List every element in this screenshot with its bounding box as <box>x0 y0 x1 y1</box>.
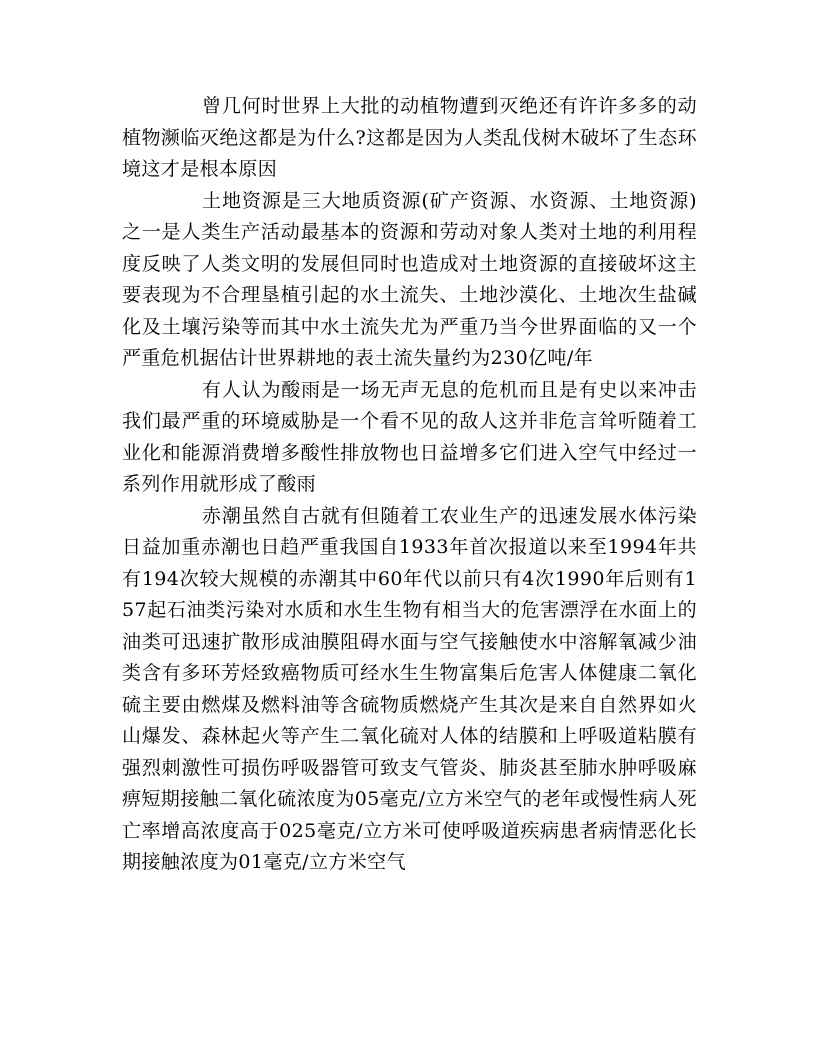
document-body <box>122 91 697 879</box>
paragraph-land-resources: 土地资源是三大地质资源(矿产资源、水资源、土地资源)之一是人类生产活动最基本的资源和劳动对象人类对土地的利用程度反映了人类文明的发展但同时也造成对土地资源的直接破坏这主要表现为不合理垦植引起的水土流失、土地沙漠化、土地次生盐碱化及土壤污染等而其中水土流失尤为严重乃当今世界面临的又一个严重危机据估计世界耕地的表土流失量约为230亿吨/年 <box>122 189 697 369</box>
paragraph-extinction: 曾几何时世界上大批的动植物遭到灭绝还有许许多多的动植物濒临灭绝这都是为什么?这都是因为人类乱伐树木破坏了生态环境这才是根本原因 <box>122 95 697 180</box>
paragraph-acid-rain: 有人认为酸雨是一场无声无息的危机而且是有史以来冲击我们最严重的环境威胁是一个看不见的敌人这并非危言耸听随着工业化和能源消费增多酸性排放物也日益增多它们进入空气中经过一系列作用就形成了酸雨 <box>122 378 697 495</box>
paragraph-red-tide-pollution: 赤潮虽然自古就有但随着工农业生产的迅速发展水体污染日益加重赤潮也日趋严重我国自1933年首次报道以来至1994年共有194次较大规模的赤潮其中60年代以前只有4次1990年后则有157起石油类污染对水质和水生生物有相当大的危害漂浮在水面上的油类可迅速扩散形成油膜阻碍水面与空气接触使水中溶解氧减少油类含有多环芳烃致癌物质可经水生生物富集后危害人体健康二氧化硫主要由燃煤及燃料油等含硫物质燃烧产生其次是来自自然界如火山爆发、森林起火等产生二氧化硫对人体的结膜和上呼吸道粘膜有强烈刺激性可损伤呼吸器管可致支气管炎、肺炎甚至肺水肿呼吸麻痹短期接触二氧化硫浓度为05毫克/立方米空气的老年或慢性病人死亡率增高浓度高于025毫克/立方米可使呼吸道疾病患者病情恶化长期接触浓度为01毫克/立方米空气 <box>122 504 697 873</box>
